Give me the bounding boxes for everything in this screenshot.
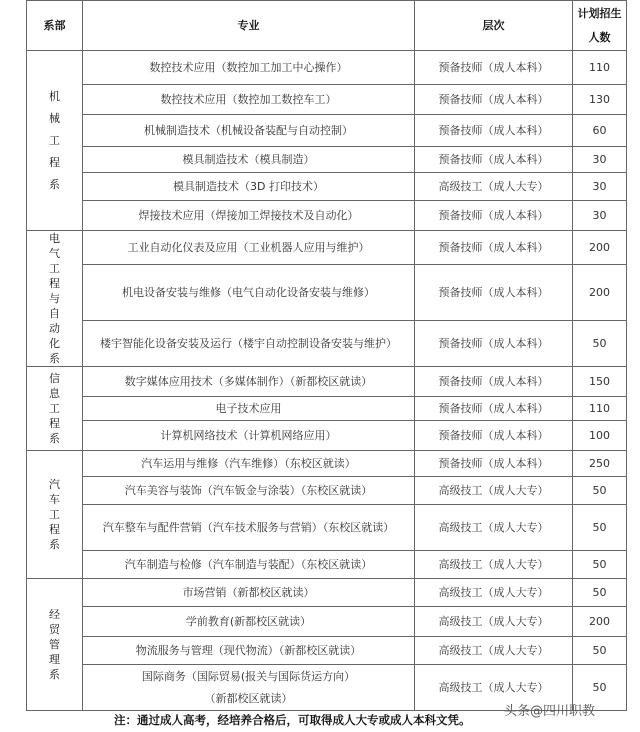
- major-cell: 数控技术应用（数控加工数控车工）: [83, 85, 415, 115]
- dept-cell: [27, 367, 83, 451]
- table-row: [27, 579, 627, 607]
- level-cell: 预备技师（成人本科）: [415, 201, 573, 231]
- level-cell: 预备技师（成人本科）: [415, 85, 573, 115]
- table-row: [27, 637, 627, 665]
- major-cell: 电子技术应用: [83, 397, 415, 421]
- major-cell: 汽车整车与配件营销（汽车技术服务与营销）（东校区就读）: [83, 505, 415, 551]
- quota-cell: 130: [573, 85, 627, 115]
- table-row: [27, 551, 627, 579]
- major-cell: [83, 665, 415, 711]
- dept-name: 机械工程系: [49, 89, 60, 191]
- quota-cell: 150: [573, 367, 627, 397]
- level-cell: 高级技工（成人大专）: [415, 477, 573, 505]
- quota-cell: 50: [573, 637, 627, 665]
- major-cell: 机械制造技术（机械设备装配与自动控制）: [83, 115, 415, 147]
- table-row: [27, 451, 627, 477]
- quota-cell: 50: [573, 551, 627, 579]
- table-row: [27, 421, 627, 451]
- quota-cell: 200: [573, 231, 627, 265]
- level-cell: 预备技师（成人本科）: [415, 321, 573, 367]
- table-row: [27, 51, 627, 85]
- header-major: 专业: [83, 1, 415, 51]
- quota-cell: 100: [573, 421, 627, 451]
- table-row: [27, 231, 627, 265]
- quota-cell: 30: [573, 173, 627, 201]
- quota-cell: 50: [573, 321, 627, 367]
- major-cell: 汽车制造与检修（汽车制造与装配）（东校区就读）: [83, 551, 415, 579]
- level-cell: 预备技师（成人本科）: [415, 451, 573, 477]
- level-cell: 预备技师（成人本科）: [415, 51, 573, 85]
- major-line1: 国际商务（国际贸易(报关与国际货运方向）: [141, 669, 356, 683]
- dept-name: 信息工程系: [49, 372, 60, 445]
- major-line2: （新都校区就读）: [204, 691, 293, 705]
- major-cell: 焊接技术应用（焊接加工焊接技术及自动化）: [83, 201, 415, 231]
- footnote: 注：通过成人高考，经培养合格后，可取得成人大专或成人本科文凭。: [114, 713, 471, 727]
- enrollment-table: [26, 0, 627, 711]
- level-cell: 预备技师（成人本科）: [415, 231, 573, 265]
- table-row: [27, 367, 627, 397]
- dept-name: 汽车工程系: [49, 478, 60, 551]
- table-row: [27, 85, 627, 115]
- level-cell: 预备技师（成人本科）: [415, 397, 573, 421]
- major-cell: 汽车美容与装饰（汽车钣金与涂装）（东校区就读）: [83, 477, 415, 505]
- quota-cell: 60: [573, 115, 627, 147]
- table-row: [27, 173, 627, 201]
- table-row: [27, 201, 627, 231]
- major-cell: 楼宇智能化设备安装及运行（楼宇自动控制设备安装与维护）: [83, 321, 415, 367]
- level-cell: 高级技工（成人大专）: [415, 579, 573, 607]
- header-row: [27, 1, 627, 51]
- level-cell: 预备技师（成人本科）: [415, 147, 573, 173]
- major-cell: 数字媒体应用技术（多媒体制作）（新都校区就读）: [83, 367, 415, 397]
- table-row: [27, 147, 627, 173]
- major-cell: 机电设备安装与维修（电气自动化设备安装与维修）: [83, 265, 415, 321]
- major-cell: 市场营销（新都校区就读）: [83, 579, 415, 607]
- dept-cell: [27, 451, 83, 579]
- level-cell: 高级技工（成人大专）: [415, 665, 573, 711]
- quota-cell: 30: [573, 147, 627, 173]
- dept-cell: [27, 579, 83, 711]
- table-row: [27, 115, 627, 147]
- dept-cell: [27, 51, 83, 231]
- quota-cell: 50: [573, 477, 627, 505]
- header-dept: 系部: [27, 1, 83, 51]
- dept-name: 经贸管理系: [49, 608, 60, 681]
- quota-cell: 50: [573, 579, 627, 607]
- dept-cell: [27, 231, 83, 367]
- table-row: [27, 477, 627, 505]
- level-cell: 预备技师（成人本科）: [415, 421, 573, 451]
- major-cell: 模具制造技术（3D 打印技术）: [83, 173, 415, 201]
- header-quota-line2: 人数: [588, 30, 611, 44]
- header-quota: [573, 1, 627, 51]
- major-cell: 模具制造技术（模具制造）: [83, 147, 415, 173]
- dept-name: 电气工程与自动化系: [49, 232, 60, 365]
- table-row: [27, 265, 627, 321]
- major-cell: 学前教育(新都校区就读）: [83, 607, 415, 637]
- watermark: [504, 700, 595, 719]
- level-cell: 高级技工（成人大专）: [415, 551, 573, 579]
- major-cell: 数控技术应用（数控加工加工中心操作）: [83, 51, 415, 85]
- quota-cell: 110: [573, 397, 627, 421]
- quota-cell: 110: [573, 51, 627, 85]
- quota-cell: 200: [573, 265, 627, 321]
- quota-cell: 50: [573, 505, 627, 551]
- major-cell: 计算机网络技术（计算机网络应用）: [83, 421, 415, 451]
- table-row: [27, 607, 627, 637]
- table-row: [27, 397, 627, 421]
- level-cell: 预备技师（成人本科）: [415, 115, 573, 147]
- header-level: 层次: [415, 1, 573, 51]
- level-cell: 高级技工（成人大专）: [415, 173, 573, 201]
- watermark-text: 头条@四川职教: [504, 704, 596, 719]
- level-cell: 高级技工（成人大专）: [415, 505, 573, 551]
- level-cell: 预备技师（成人本科）: [415, 367, 573, 397]
- quota-cell: 250: [573, 451, 627, 477]
- quota-cell: 30: [573, 201, 627, 231]
- level-cell: 预备技师（成人本科）: [415, 265, 573, 321]
- table-row: [27, 505, 627, 551]
- major-cell: 物流服务与管理（现代物流）（新都校区就读）: [83, 637, 415, 665]
- level-cell: 高级技工（成人大专）: [415, 637, 573, 665]
- table-row: [27, 321, 627, 367]
- header-quota-line1: 计划招生: [577, 6, 622, 20]
- level-cell: 高级技工（成人大专）: [415, 607, 573, 637]
- quota-cell: 200: [573, 607, 627, 637]
- quota-cell: 50: [573, 665, 627, 711]
- major-cell: 汽车运用与维修（汽车维修）（东校区就读）: [83, 451, 415, 477]
- major-cell: 工业自动化仪表及应用（工业机器人应用与维护）: [83, 231, 415, 265]
